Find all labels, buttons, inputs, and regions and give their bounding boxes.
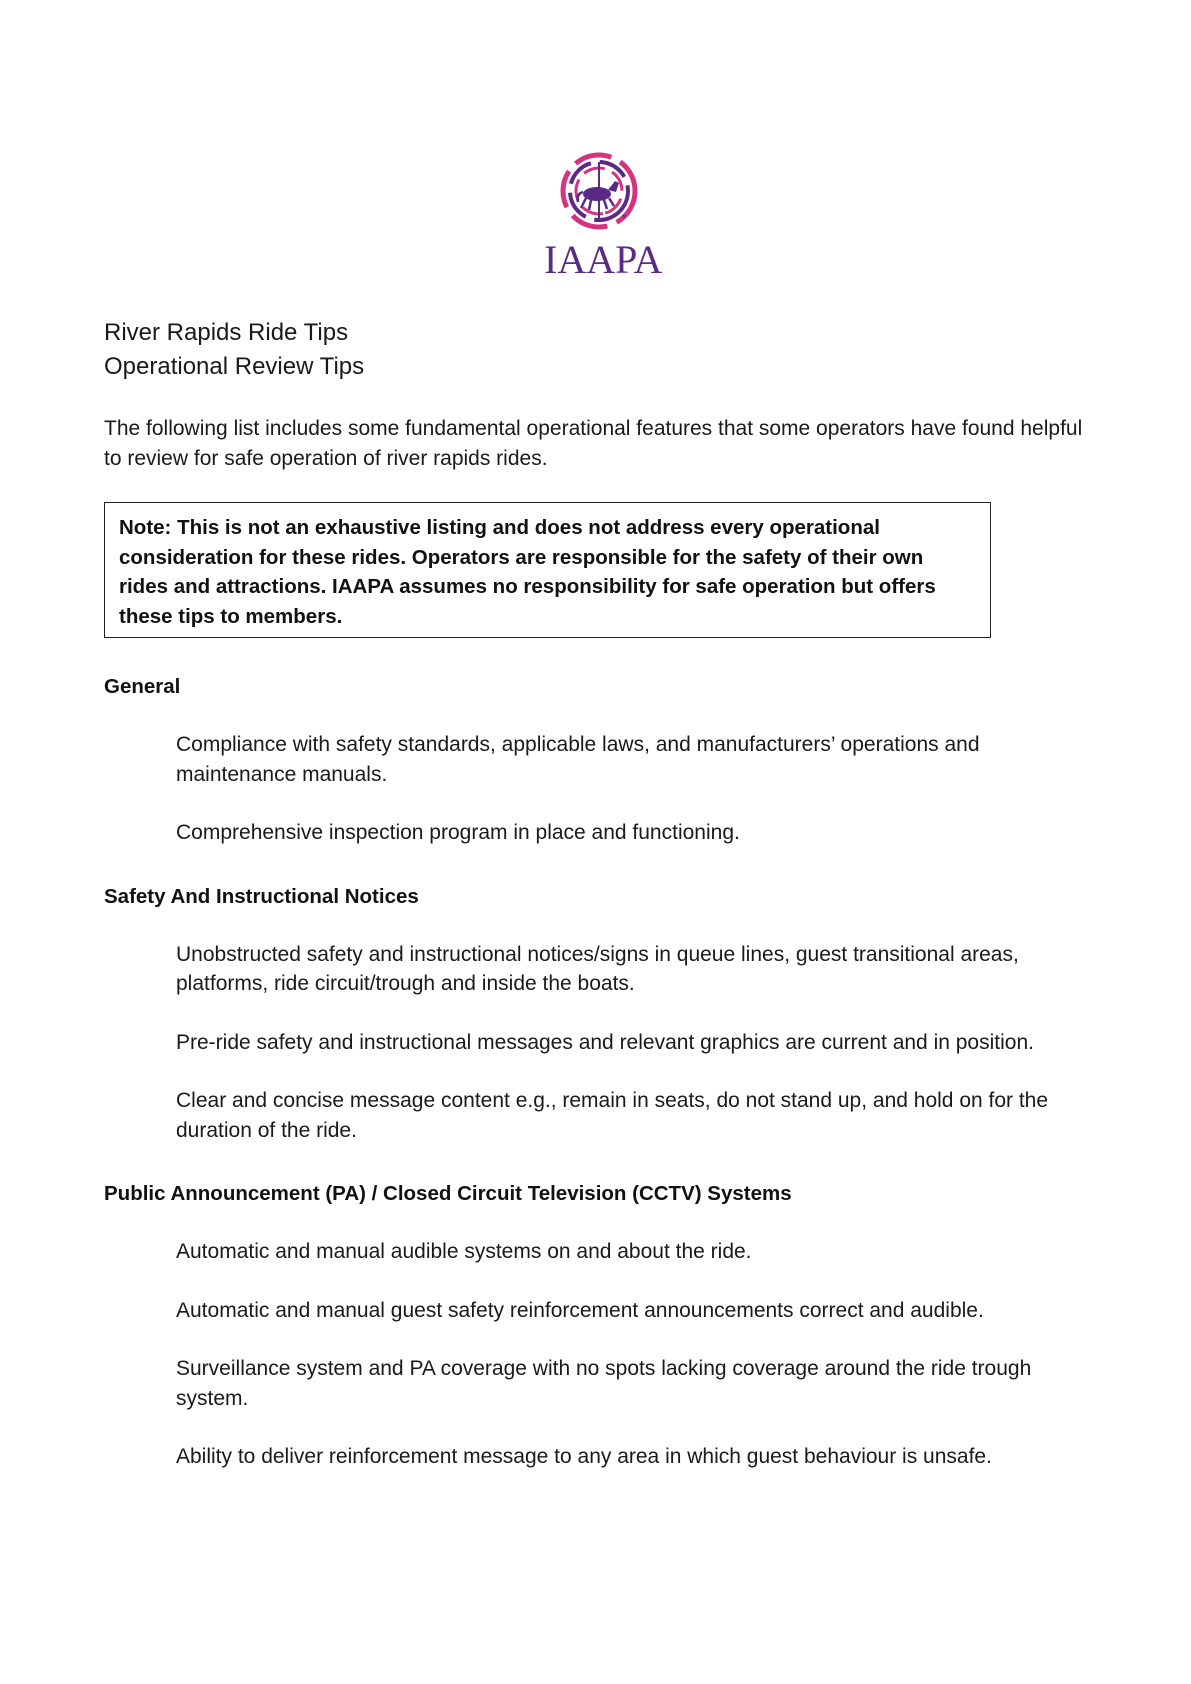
section-general [104,672,1104,848]
iaapa-logo [544,148,663,282]
section-safety-notices [104,882,1104,1146]
list-item: Ability to deliver reinforcement message to any area in which guest behaviour is unsafe. [176,1445,992,1468]
list-item: Compliance with safety standards, applicable laws, and manufacturers’ operations and maintenance manuals. [176,733,980,786]
document-title: River Rapids Ride Tips [104,319,349,346]
document-body [104,316,1104,1472]
intro-paragraph: The following list includes some fundamental operational features that some operators have found helpful to review for safe operation of river rapids rides. [104,417,1083,470]
disclaimer-note: Note: This is not an exhaustive listing and does not address every operational consideration for these rides. Operators are responsible for the safety of their own rides and attractions. IAAPA assumes no responsibility for safe operation but offers these tips to members. [104,502,991,638]
logo-wordmark: IAAPA [544,237,663,282]
list-item: Automatic and manual guest safety reinforcement announcements correct and audible. [176,1298,984,1322]
section-heading: Public Announcement (PA) / Closed Circuit Television (CCTV) Systems [104,1182,792,1205]
section-heading: General [104,675,181,698]
section-heading: Safety And Instructional Notices [104,884,419,908]
list-item: Pre-ride safety and instructional messages and relevant graphics are current and in position. [176,1030,1034,1054]
list-item: Automatic and manual audible systems on and about the ride. [176,1240,752,1263]
list-item: Clear and concise message content e.g., remain in seats, do not stand up, and hold on for the duration of the ride. [176,1089,1049,1142]
document-subtitle: Operational Review Tips [104,353,365,380]
carousel-horse-icon [544,148,654,238]
section-pa-cctv [104,1179,1104,1472]
list-item: Surveillance system and PA coverage with no spots lacking coverage around the ride trough system. [176,1357,1032,1410]
list-item: Unobstructed safety and instructional notices/signs in queue lines, guest transitional areas, platforms, ride circuit/trough and inside the boats. [176,942,1019,995]
list-item: Comprehensive inspection program in place and functioning. [176,821,740,844]
